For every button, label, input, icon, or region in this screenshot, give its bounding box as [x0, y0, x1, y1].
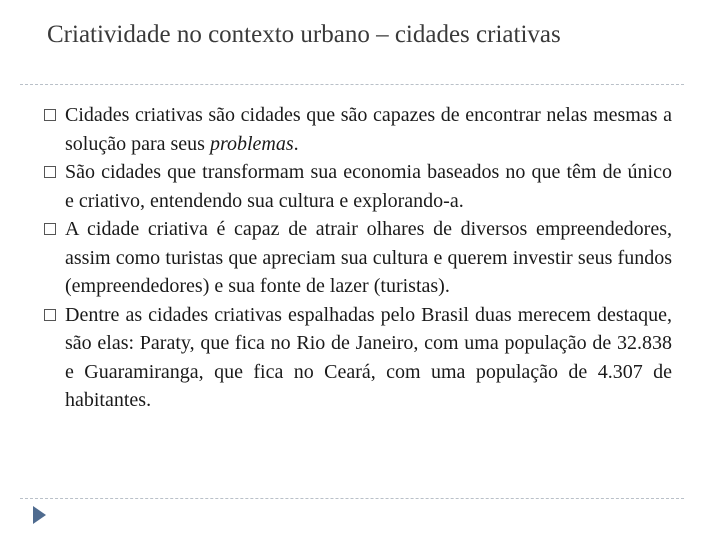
bullet-item — [44, 301, 672, 415]
bullet-text: Dentre as cidades criativas espalhadas pelo Brasil duas merecem destaque, são elas: Paraty, que fica no Rio de Janeiro, com uma população de 32.838 e Guaramiranga, que fica no Ceará, com uma população de 4.307 de habitantes. — [65, 303, 672, 411]
bullet-emphasis: problemas — [209, 132, 294, 155]
bullet-item — [44, 158, 672, 215]
bullet-text: Cidades criativas são cidades que são capazes de encontrar nelas mesmas a solução para seus — [65, 104, 672, 155]
next-slide-arrow-icon[interactable] — [33, 506, 46, 524]
bullet-text: A cidade criativa é capaz de atrair olhares de diversos empreendedores, assim como turistas que apreciam sua cultura e querem investir seus fundos (empreendedores) e sua fonte de lazer (turistas). — [65, 218, 672, 297]
bullet-list — [44, 101, 672, 415]
square-bullet-icon — [44, 166, 56, 178]
bullet-text: São cidades que transformam sua economia baseados no que têm de único e criativo, entendendo sua cultura e explorando-a. — [65, 161, 672, 212]
square-bullet-icon — [44, 109, 56, 121]
top-dashed-divider — [20, 84, 684, 85]
bullet-item — [44, 215, 672, 301]
bottom-dashed-divider — [20, 498, 684, 499]
square-bullet-icon — [44, 223, 56, 235]
bullet-text-end: . — [293, 132, 299, 155]
slide-title: Criatividade no contexto urbano – cidades criativas — [47, 21, 561, 48]
bullet-item — [44, 101, 672, 158]
square-bullet-icon — [44, 309, 56, 321]
